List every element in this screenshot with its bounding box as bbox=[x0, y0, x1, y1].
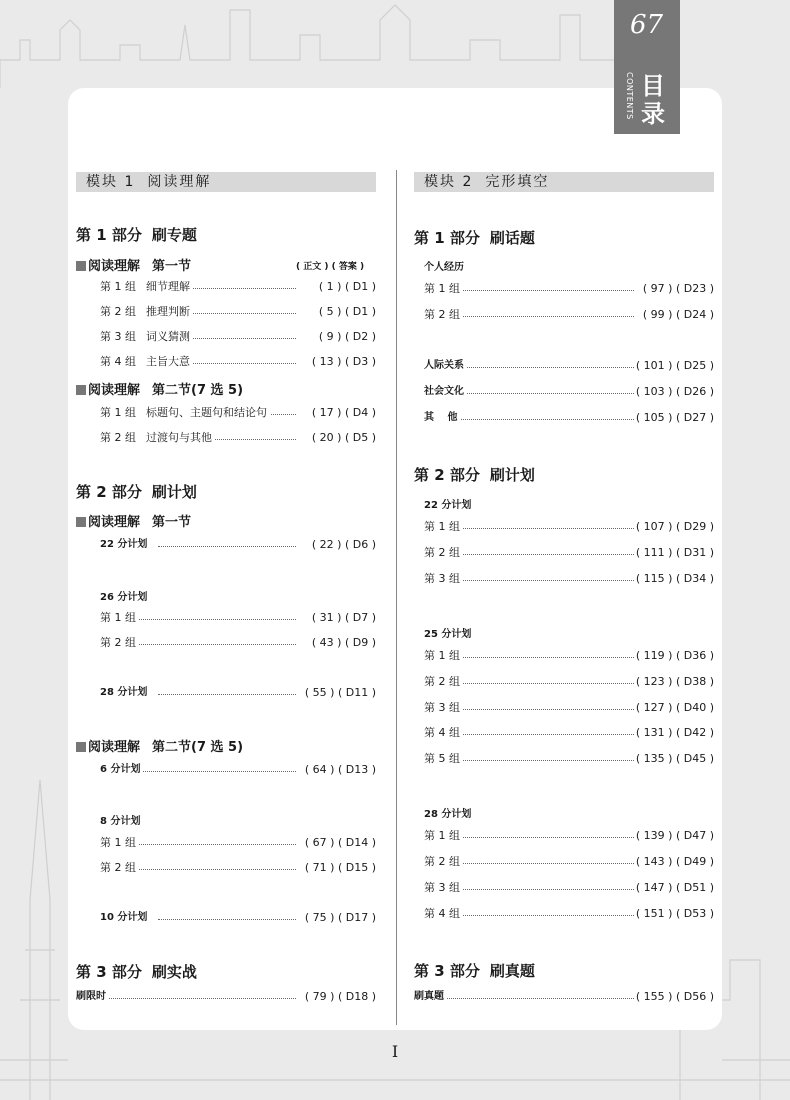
toc-entry[interactable]: 第 1 组 标题句、主题句和结论句 ( 17 ) ( D4 ) bbox=[100, 406, 376, 419]
module-1-header bbox=[76, 172, 376, 192]
brand-logo: 67 bbox=[630, 10, 664, 40]
toc-entry[interactable]: 第 1 组 细节理解 ( 1 ) ( D1 ) bbox=[100, 280, 376, 293]
section-heading: 阅读理解 第一节 bbox=[76, 255, 191, 274]
toc-entry[interactable]: 第 2 组 ( 123 ) ( D38 ) bbox=[424, 675, 714, 688]
part-heading: 第 1 部分 刷专题 bbox=[76, 226, 197, 244]
column-header: ( 正文 ) ( 答案 ) bbox=[296, 262, 365, 272]
toc-entry[interactable]: 社会文化 ( 103 ) ( D26 ) bbox=[424, 385, 714, 398]
toc-entry[interactable]: 第 4 组 ( 131 ) ( D42 ) bbox=[424, 726, 714, 739]
toc-entry[interactable]: 第 2 组 ( 99 ) ( D24 ) bbox=[424, 308, 714, 321]
toc-entry[interactable]: 第 3 组 ( 127 ) ( D40 ) bbox=[424, 701, 714, 714]
part-heading: 第 2 部分 刷计划 bbox=[76, 483, 197, 501]
module-name: 阅读理解 bbox=[147, 174, 212, 190]
section-heading: 阅读理解 第二节(7 选 5) bbox=[76, 379, 243, 398]
toc-entry[interactable]: 第 2 组 ( 43 ) ( D9 ) bbox=[100, 636, 376, 649]
toc-entry[interactable]: 28 分计划 ( 55 ) ( D11 ) bbox=[100, 686, 376, 699]
toc-entry[interactable]: 22 分计划 ( 22 ) ( D6 ) bbox=[100, 538, 376, 551]
module-2-header bbox=[414, 172, 714, 192]
section-heading: 阅读理解 第二节(7 选 5) bbox=[76, 736, 243, 755]
group-label: 25 分计划 bbox=[424, 629, 472, 640]
toc-entry[interactable]: 刷限时 ( 79 ) ( D18 ) bbox=[76, 990, 376, 1003]
toc-entry[interactable]: 第 3 组 词义猜测 ( 9 ) ( D2 ) bbox=[100, 330, 376, 343]
toc-entry[interactable]: 第 4 组 主旨大意 ( 13 ) ( D3 ) bbox=[100, 355, 376, 368]
group-label: 个人经历 bbox=[424, 262, 464, 273]
toc-entry[interactable]: 10 分计划 ( 75 ) ( D17 ) bbox=[100, 911, 376, 924]
contents-label-cn: 目录 bbox=[641, 72, 665, 128]
toc-entry[interactable]: 第 2 组 过渡句与其他 ( 20 ) ( D5 ) bbox=[100, 431, 376, 444]
part-heading: 第 2 部分 刷计划 bbox=[414, 466, 535, 484]
module-id: 模块 1 bbox=[86, 174, 136, 190]
toc-entry[interactable]: 其 他 ( 105 ) ( D27 ) bbox=[424, 411, 714, 424]
square-bullet-icon bbox=[76, 385, 86, 395]
toc-entry[interactable]: 第 1 组 ( 97 ) ( D23 ) bbox=[424, 282, 714, 295]
module-name: 完形填空 bbox=[485, 174, 550, 190]
module-id: 模块 2 bbox=[424, 174, 474, 190]
group-label: 28 分计划 bbox=[424, 809, 472, 820]
square-bullet-icon bbox=[76, 261, 86, 271]
toc-entry[interactable]: 第 1 组 ( 139 ) ( D47 ) bbox=[424, 829, 714, 842]
group-label: 22 分计划 bbox=[424, 500, 472, 511]
toc-entry[interactable]: 第 2 组 ( 111 ) ( D31 ) bbox=[424, 546, 714, 559]
toc-entry[interactable]: 第 1 组 ( 119 ) ( D36 ) bbox=[424, 649, 714, 662]
toc-entry[interactable]: 第 4 组 ( 151 ) ( D53 ) bbox=[424, 907, 714, 920]
contents-tab bbox=[614, 0, 680, 134]
toc-entry[interactable]: 人际关系 ( 101 ) ( D25 ) bbox=[424, 359, 714, 372]
part-heading: 第 3 部分 刷实战 bbox=[76, 963, 197, 981]
part-heading: 第 3 部分 刷真题 bbox=[414, 962, 535, 980]
toc-entry[interactable]: 第 3 组 ( 115 ) ( D34 ) bbox=[424, 572, 714, 585]
square-bullet-icon bbox=[76, 742, 86, 752]
part-heading: 第 1 部分 刷话题 bbox=[414, 229, 535, 247]
section-heading: 阅读理解 第一节 bbox=[76, 511, 191, 530]
toc-entry[interactable]: 第 1 组 ( 67 ) ( D14 ) bbox=[100, 836, 376, 849]
toc-entry[interactable]: 第 2 组 ( 143 ) ( D49 ) bbox=[424, 855, 714, 868]
square-bullet-icon bbox=[76, 517, 86, 527]
toc-entry[interactable]: 第 3 组 ( 147 ) ( D51 ) bbox=[424, 881, 714, 894]
toc-entry[interactable]: 6 分计划 ( 64 ) ( D13 ) bbox=[100, 763, 376, 776]
group-label: 26 分计划 bbox=[100, 592, 148, 603]
toc-entry[interactable]: 第 5 组 ( 135 ) ( D45 ) bbox=[424, 752, 714, 765]
page-number: I bbox=[391, 1042, 399, 1061]
toc-entry[interactable]: 刷真题 ( 155 ) ( D56 ) bbox=[414, 990, 714, 1003]
column-divider bbox=[396, 170, 397, 1025]
toc-entry[interactable]: 第 1 组 ( 31 ) ( D7 ) bbox=[100, 611, 376, 624]
group-label: 8 分计划 bbox=[100, 816, 141, 827]
toc-entry[interactable]: 第 2 组 ( 71 ) ( D15 ) bbox=[100, 861, 376, 874]
contents-label-en: CONTENTS bbox=[625, 72, 634, 120]
toc-entry[interactable]: 第 2 组 推理判断 ( 5 ) ( D1 ) bbox=[100, 305, 376, 318]
toc-entry[interactable]: 第 1 组 ( 107 ) ( D29 ) bbox=[424, 520, 714, 533]
